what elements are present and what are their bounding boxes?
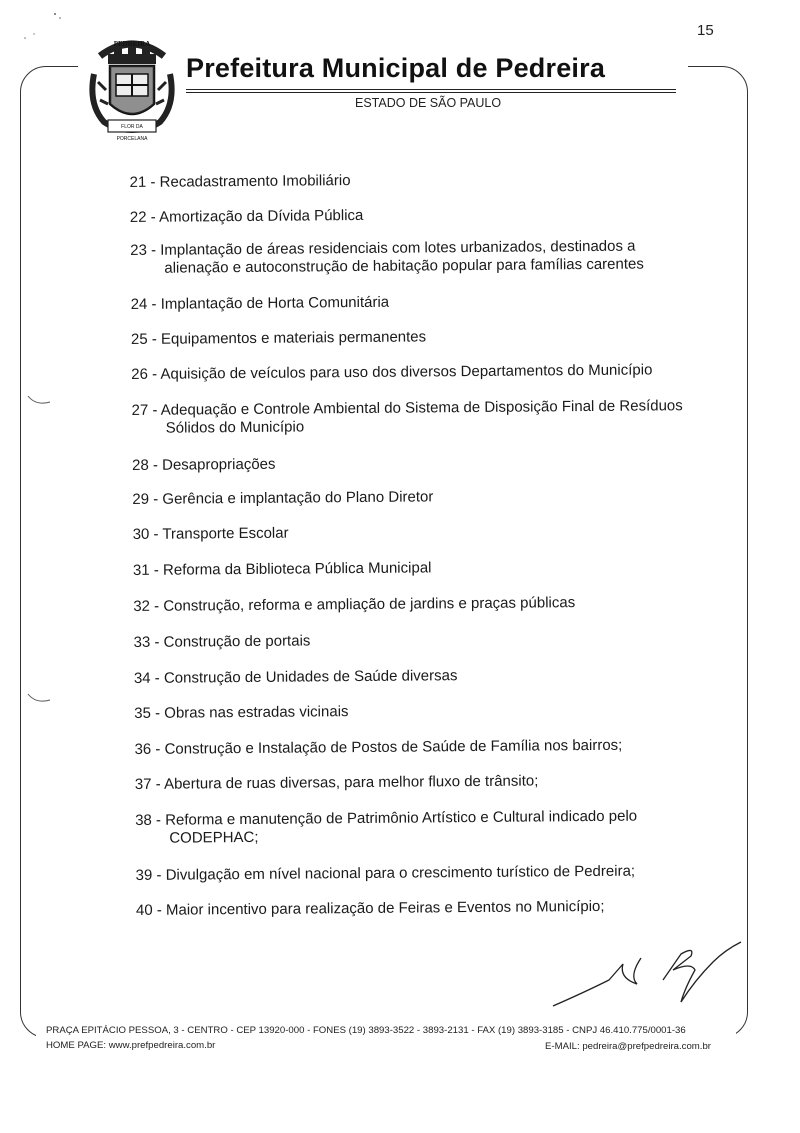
list-item: 21 - Recadastramento Imobiliário <box>129 172 351 191</box>
svg-text:FLOR DA: FLOR DA <box>121 124 143 130</box>
page-number: 15 <box>697 22 714 39</box>
list-item: 37 - Abertura de ruas diversas, para melhor fluxo de trânsito; <box>134 772 539 793</box>
letterhead-title-rule <box>186 89 676 93</box>
punch-hole-mark-lower <box>24 690 54 710</box>
list-item: 28 - Desapropriações <box>131 455 276 474</box>
handwritten-signature <box>545 940 745 1015</box>
footer-homepage: HOME PAGE: www.prefpedreira.com.br <box>46 1040 216 1051</box>
list-item: 31 - Reforma da Biblioteca Pública Municipal <box>132 559 432 579</box>
list-item: 22 - Amortização da Dívida Pública <box>129 206 364 226</box>
list-item: 30 - Transporte Escolar <box>132 524 289 543</box>
footer-address: PRAÇA EPITÁCIO PESSOA, 3 - CENTRO - CEP 13920-000 - FONES (19) 3893-3522 - 3893-2131 - FAX (19) 3893-3185 - CNPJ 46.410.775/0001-36 <box>46 1025 686 1036</box>
list-item: 27 - Adequação e Controle Ambiental do Sistema de Disposição Final de Resíduos Sólidos do Município <box>131 397 683 437</box>
list-item: 35 - Obras nas estradas vicinais <box>134 703 349 722</box>
list-item: 32 - Construção, reforma e ampliação de jardins e praças públicas <box>133 594 576 615</box>
list-item: 33 - Construção de portais <box>133 632 311 651</box>
letterhead-subtitle: ESTADO DE SÃO PAULO <box>355 96 502 110</box>
list-item: 36 - Construção e Instalação de Postos de Saúde de Família nos bairros; <box>134 736 623 758</box>
footer-email: E-MAIL: pedreira@prefpedreira.com.br <box>545 1041 711 1052</box>
scan-speck-marks <box>0 0 70 50</box>
svg-text:PEDREIRA: PEDREIRA <box>113 40 151 48</box>
list-item: 39 - Divulgação em nível nacional para o crescimento turístico de Pedreira; <box>135 862 636 884</box>
punch-hole-mark-upper <box>24 392 54 412</box>
municipal-crest-icon <box>86 34 178 146</box>
list-item: 24 - Implantação de Horta Comunitária <box>130 293 390 313</box>
list-item: 38 - Reforma e manutenção de Patrimônio Artístico e Cultural indicado pelo CODEPHAC; <box>135 807 638 847</box>
list-item: 29 - Gerência e implantação do Plano Diretor <box>132 488 434 508</box>
list-item: 25 - Equipamentos e materiais permanentes <box>130 328 427 348</box>
list-item: 34 - Construção de Unidades de Saúde diversas <box>133 667 458 687</box>
svg-text:PORCELANA: PORCELANA <box>116 136 148 142</box>
list-item: 26 - Aquisição de veículos para uso dos diversos Departamentos do Município <box>131 361 653 383</box>
list-item: 40 - Maior incentivo para realização de Feiras e Eventos no Município; <box>135 897 605 919</box>
list-item: 23 - Implantação de áreas residenciais com lotes urbanizados, destinados a alienação e autoconstrução de habitação popular para famílias carentes <box>130 237 644 277</box>
letterhead-title: Prefeitura Municipal de Pedreira <box>186 53 606 83</box>
